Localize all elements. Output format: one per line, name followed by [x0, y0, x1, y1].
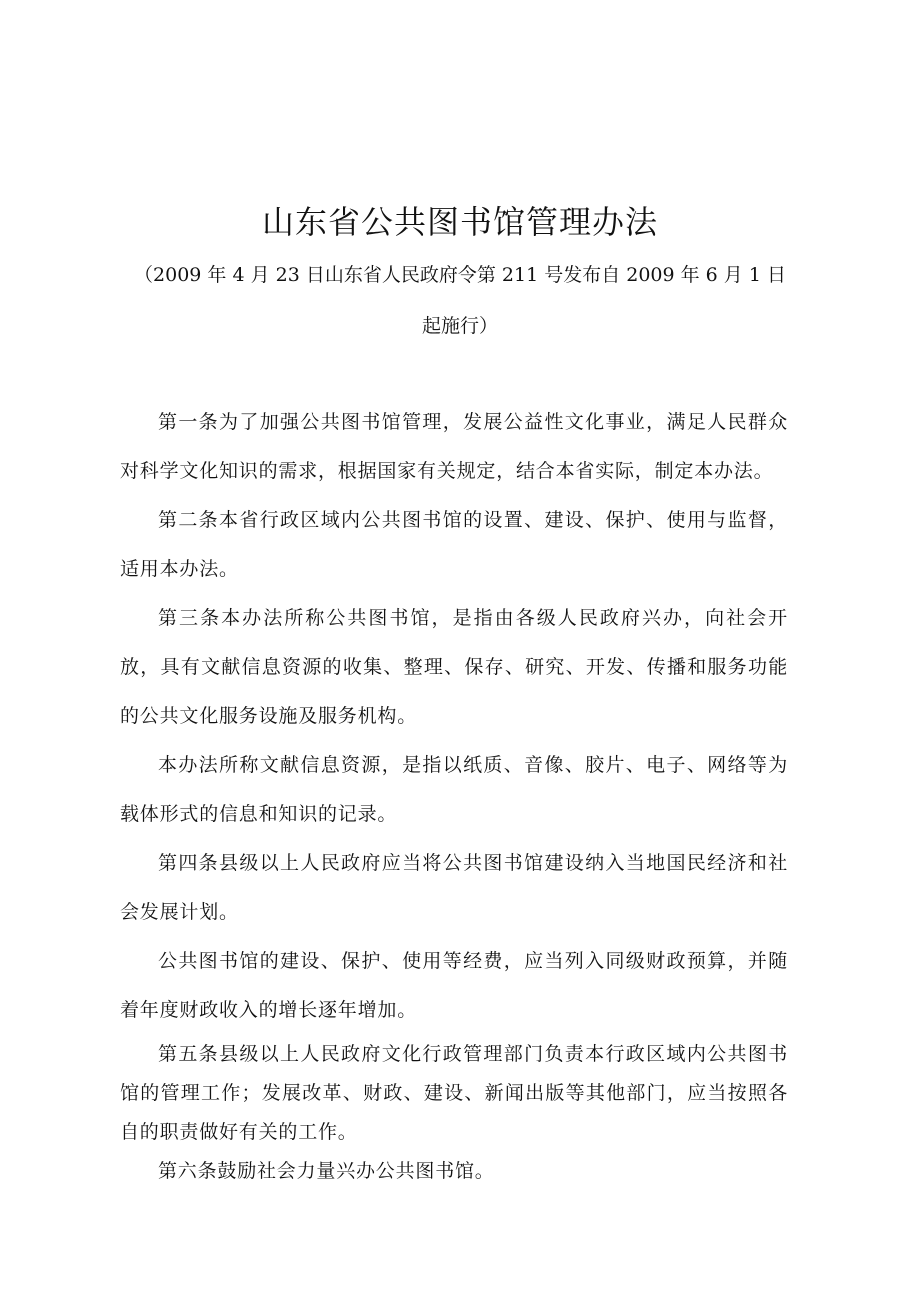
- paragraph-article-2: 第二条本省行政区域内公共图书馆的设置、建设、保护、使用与监督，适用本办法。: [120, 509, 788, 580]
- paragraph-article-3: 第三条本办法所称公共图书馆，是指由各级人民政府兴办，向社会开放，具有文献信息资源的收集、整理、保存、研究、开发、传播和服务功能的公共文化服务设施及服务机构。: [120, 607, 788, 727]
- paragraph-article-3-definition: 本办法所称文献信息资源，是指以纸质、音像、胶片、电子、网络等为载体形式的信息和知识的记录。: [120, 754, 788, 825]
- paragraph-article-4-funding: 公共图书馆的建设、保护、使用等经费，应当列入同级财政预算，并随着年度财政收入的增长逐年增加。: [120, 950, 788, 1021]
- document-subtitle-line-1: （2009 年 4 月 23 日山东省人民政府令第 211 号发布自 2009 年 6 月 1 日: [134, 264, 786, 286]
- document-subtitle-line-2: 起施行）: [421, 315, 498, 337]
- paragraph-article-4: 第四条县级以上人民政府应当将公共图书馆建设纳入当地国民经济和社会发展计划。: [120, 852, 788, 923]
- document-body: [120, 398, 788, 1191]
- paragraph-article-5: 第五条县级以上人民政府文化行政管理部门负责本行政区域内公共图书馆的管理工作；发展改革、财政、建设、新闻出版等其他部门，应当按照各自的职责做好有关的工作。: [120, 1043, 788, 1143]
- document-title: 山东省公共图书馆管理办法: [261, 203, 658, 241]
- paragraph-article-6: 第六条鼓励社会力量兴办公共图书馆。: [158, 1160, 495, 1182]
- paragraph-article-1: 第一条为了加强公共图书馆管理，发展公益性文化事业，满足人民群众对科学文化知识的需求，根据国家有关规定，结合本省实际，制定本办法。: [120, 411, 788, 482]
